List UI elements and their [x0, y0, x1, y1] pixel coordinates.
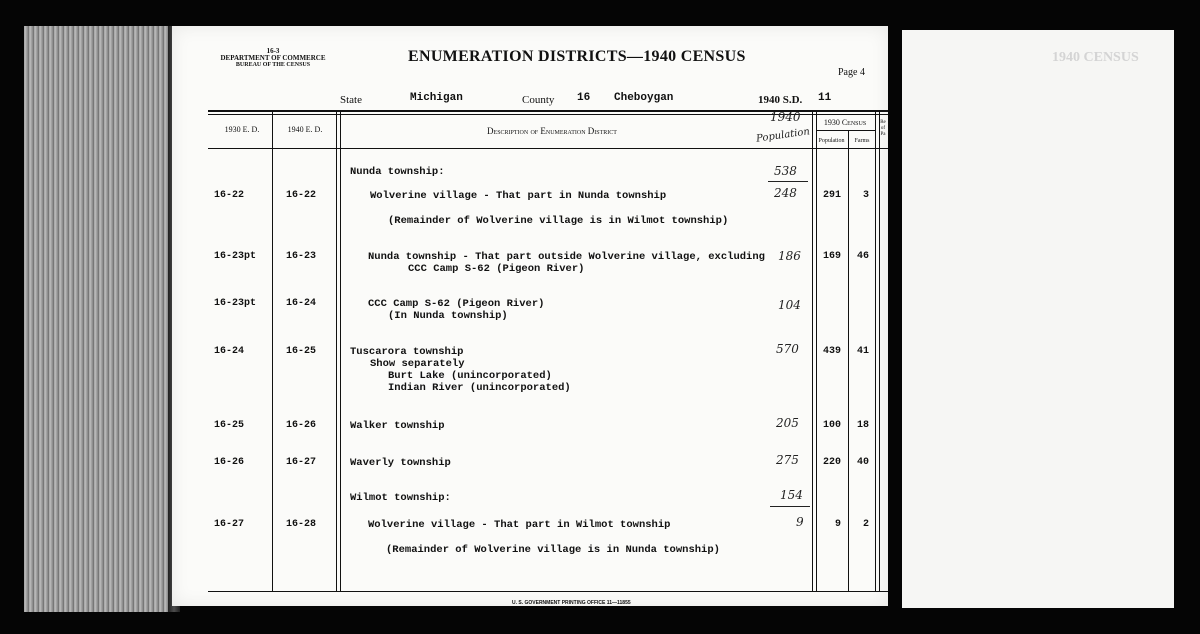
row-description: (Remainder of Wolverine village is in Nunda township) — [386, 544, 720, 556]
county-name: Cheboygan — [614, 92, 674, 104]
printing-office-footer: U. S. GOVERNMENT PRINTING OFFICE 11—11855 — [512, 600, 631, 606]
handwritten-underline — [770, 506, 810, 507]
page-number: Page 4 — [838, 67, 865, 78]
county-number: 16 — [577, 92, 591, 104]
row-ed-1940: 16-28 — [286, 519, 317, 530]
row-handwritten-population: 104 — [778, 298, 801, 312]
header-bottom-rule — [208, 148, 888, 149]
row-description-line2: Show separately — [370, 358, 465, 370]
bureau-name: BUREAU OF THE CENSUS — [235, 62, 311, 68]
state-label: State — [340, 94, 362, 106]
row-description: Wolverine village - That part in Wilmot township — [368, 519, 671, 531]
row-ed-1940: 16-27 — [286, 457, 317, 468]
row-description: (Remainder of Wolverine village is in Wilmot township) — [388, 215, 729, 227]
row-handwritten-population: 154 — [780, 488, 803, 502]
row-ed-1930: 16-25 — [214, 420, 245, 431]
row-description: Nunda township - That part outside Wolverine village, excluding — [368, 251, 765, 263]
state-value: Michigan — [410, 92, 463, 104]
row-ed-1930: 16-24 — [214, 346, 245, 357]
col-divider-2 — [336, 112, 341, 592]
department-name: DEPARTMENT OF COMMERCE — [220, 54, 326, 62]
col-header-population: Population — [818, 138, 845, 144]
row-population-1930: 100 — [822, 420, 841, 431]
handwritten-underline — [768, 181, 808, 182]
row-ed-1930: 16-27 — [214, 519, 245, 530]
row-ed-1940: 16-23 — [286, 251, 317, 262]
sd-label: 1940 S.D. — [758, 94, 803, 106]
form-number: 16-3 — [266, 47, 280, 55]
row-population-1930: 439 — [822, 346, 841, 357]
department-block — [208, 48, 338, 69]
handwritten-population: Population — [755, 126, 811, 145]
row-description-line2: (In Nunda township) — [388, 310, 508, 322]
row-description: Waverly township — [350, 457, 451, 469]
row-handwritten-population: 205 — [776, 416, 799, 430]
facing-page — [902, 30, 1174, 608]
row-farms-1930: 46 — [856, 251, 869, 262]
col-header-description: Description of Enumeration District — [487, 126, 617, 136]
row-description: Walker township — [350, 420, 445, 432]
row-population-1930: 169 — [822, 251, 841, 262]
col-header-1930-ed: 1930 E. D. — [224, 125, 260, 134]
col-header-1930-census: 1930 Census — [823, 118, 867, 127]
col-header-extra: Re of Pa — [880, 120, 886, 137]
row-farms-1930: 40 — [856, 457, 869, 468]
row-description-line4: Indian River (unincorporated) — [388, 382, 571, 394]
row-population-1930: 220 — [822, 457, 841, 468]
handwritten-year: 1940 — [770, 110, 801, 124]
book-page-edges — [24, 26, 174, 612]
row-description: Tuscarora township — [350, 346, 464, 358]
row-population-1930: 291 — [822, 190, 841, 201]
row-description-line2: CCC Camp S-62 (Pigeon River) — [408, 263, 585, 275]
col-header-1940-ed: 1940 E. D. — [287, 125, 323, 134]
row-farms-1930: 2 — [862, 519, 869, 530]
col-divider-5 — [875, 112, 880, 592]
census-page — [172, 26, 888, 606]
row-farms-1930: 18 — [856, 420, 869, 431]
row-ed-1940: 16-24 — [286, 298, 317, 309]
row-farms-1930: 3 — [862, 190, 869, 201]
row-handwritten-population: 275 — [776, 453, 799, 467]
row-handwritten-population: 538 — [774, 164, 797, 178]
table-bottom-rule — [208, 591, 888, 592]
census-subhead-rule — [816, 130, 876, 131]
row-ed-1930: 16-26 — [214, 457, 245, 468]
row-handwritten-population: 570 — [776, 342, 799, 356]
row-ed-1930: 16-22 — [214, 190, 245, 201]
facing-page-title: 1940 CENSUS — [1052, 50, 1139, 65]
row-handwritten-population: 9 — [796, 515, 804, 529]
row-handwritten-population: 186 — [778, 249, 801, 263]
row-description: CCC Camp S-62 (Pigeon River) — [368, 298, 545, 310]
row-handwritten-population: 248 — [774, 186, 797, 200]
row-ed-1930: 16-23pt — [214, 251, 257, 262]
page-title: ENUMERATION DISTRICTS—1940 CENSUS — [408, 48, 746, 65]
col-header-farms: Farms — [854, 138, 870, 144]
row-ed-1940: 16-26 — [286, 420, 317, 431]
row-ed-1940: 16-25 — [286, 346, 317, 357]
row-description-line3: Burt Lake (unincorporated) — [388, 370, 552, 382]
row-farms-1930: 41 — [856, 346, 869, 357]
row-ed-1940: 16-22 — [286, 190, 317, 201]
sd-value: 11 — [818, 92, 832, 104]
row-ed-1930: 16-23pt — [214, 298, 257, 309]
row-population-1930: 9 — [834, 519, 841, 530]
row-description: Wilmot township: — [350, 492, 451, 504]
col-divider-1 — [272, 112, 273, 592]
row-description: Nunda township: — [350, 166, 445, 178]
county-label: County — [522, 94, 555, 106]
row-description: Wolverine village - That part in Nunda township — [370, 190, 667, 202]
